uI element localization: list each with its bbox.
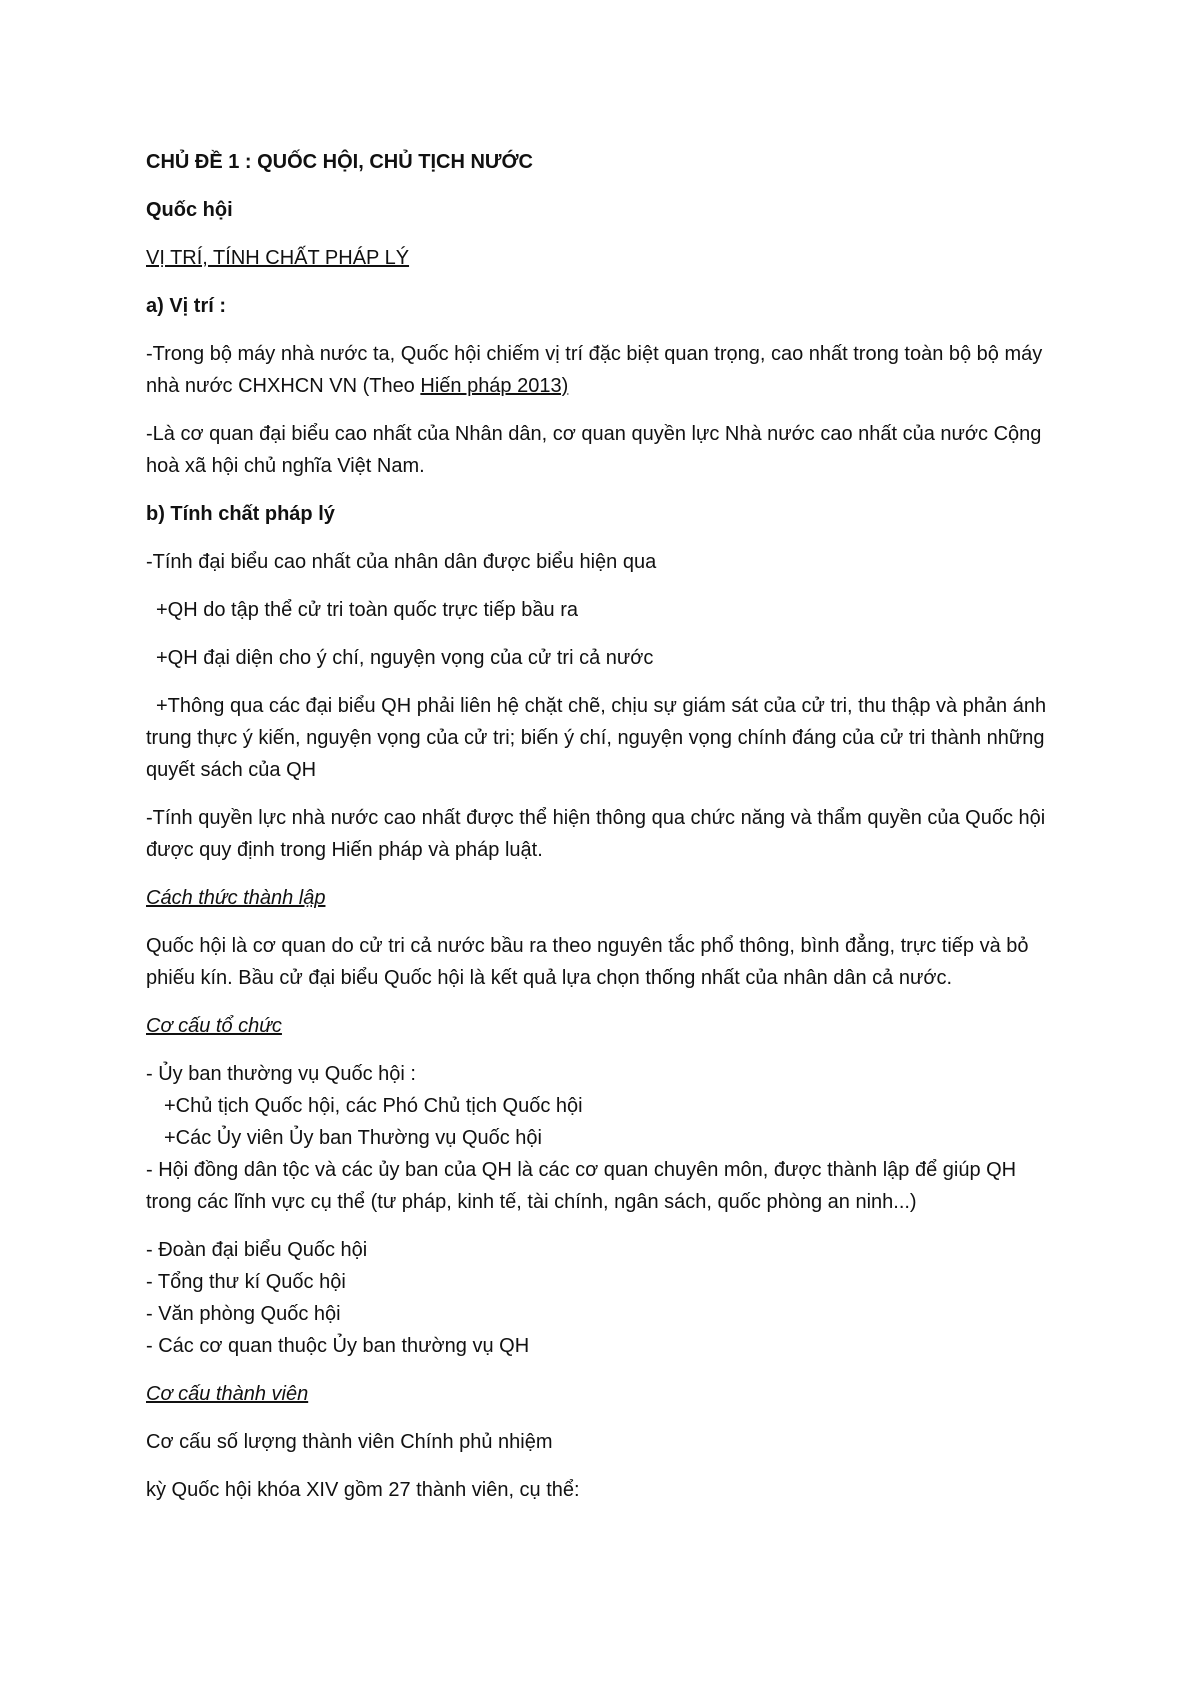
org-item-8: - Các cơ quan thuộc Ủy ban thường vụ QH [146, 1335, 530, 1357]
section-heading-formation: Cách thức thành lập [146, 887, 326, 909]
paragraph-legal-5: -Tính quyền lực nhà nước cao nhất được thể hiện thông qua chức năng và thẩm quyền của Quốc hội được quy định trong Hiến pháp và pháp luật. [146, 807, 1046, 861]
org-item-4: - Hội đồng dân tộc và các ủy ban của QH là các cơ quan chuyên môn, được thành lập để giúp QH trong các lĩnh vực cụ thể (tư pháp, kinh tế, tài chính, ngân sách, quốc phòng an ninh...) [146, 1159, 1017, 1213]
constitution-link[interactable]: Hiến pháp 2013) [420, 375, 569, 397]
document-title: CHỦ ĐỀ 1 : QUỐC HỘI, CHỦ TỊCH NƯỚC [146, 151, 533, 173]
org-item-7: - Văn phòng Quốc hội [146, 1303, 341, 1325]
paragraph-legal-4-text: +Thông qua các đại biểu QH phải liên hệ chặt chẽ, chịu sự giám sát của cử tri, thu thập và phản ánh trung thực ý kiến, nguyện vọng của cử tri; biến ý chí, nguyện vọng chính đáng của cử tri thành những quyết sách của QH [146, 695, 1047, 781]
paragraph-position-2: -Là cơ quan đại biểu cao nhất của Nhân dân, cơ quan quyền lực Nhà nước cao nhất của nước Cộng hoà xã hội chủ nghĩa Việt Nam. [146, 423, 1042, 477]
paragraph-legal-3: +QH đại diện cho ý chí, nguyện vọng của cử tri cả nước [156, 647, 654, 669]
subheading-legal-nature: b) Tính chất pháp lý [146, 503, 335, 525]
section-heading-position: VỊ TRÍ, TÍNH CHẤT PHÁP LÝ [146, 247, 410, 269]
org-item-1: - Ủy ban thường vụ Quốc hội : [146, 1063, 416, 1085]
paragraph-formation: Quốc hội là cơ quan do cử tri cả nước bầu ra theo nguyên tắc phổ thông, bình đẳng, trực tiếp và bỏ phiếu kín. Bầu cử đại biểu Quốc hội là kết quả lựa chọn thống nhất của nhân dân cả nước. [146, 935, 1029, 989]
paragraph-position-1-text: -Trong bộ máy nhà nước ta, Quốc hội chiếm vị trí đặc biệt quan trọng, cao nhất trong toàn bộ bộ máy nhà nước CHXHCN VN (Theo [146, 343, 1043, 397]
org-item-3: +Các Ủy viên Ủy ban Thường vụ Quốc hội [164, 1127, 542, 1149]
org-item-2: +Chủ tịch Quốc hội, các Phó Chủ tịch Quốc hội [164, 1095, 583, 1117]
document-subtitle: Quốc hội [146, 199, 233, 221]
org-item-5: - Đoàn đại biểu Quốc hội [146, 1239, 368, 1261]
paragraph-members-2: kỳ Quốc hội khóa XIV gồm 27 thành viên, cụ thể: [146, 1479, 580, 1501]
paragraph-legal-1: -Tính đại biểu cao nhất của nhân dân được biểu hiện qua [146, 551, 657, 573]
org-item-6: - Tổng thư kí Quốc hội [146, 1271, 346, 1293]
paragraph-members-1: Cơ cấu số lượng thành viên Chính phủ nhiệm [146, 1431, 553, 1453]
section-heading-organization: Cơ cấu tổ chức [146, 1015, 282, 1037]
paragraph-legal-2: +QH do tập thể cử tri toàn quốc trực tiếp bầu ra [156, 599, 579, 621]
paragraph-position-1 [146, 338, 1066, 402]
subheading-position: a) Vị trí : [146, 295, 227, 317]
section-heading-members: Cơ cấu thành viên [146, 1383, 309, 1405]
paragraph-legal-4 [146, 690, 1066, 786]
document-content [146, 146, 1066, 1522]
